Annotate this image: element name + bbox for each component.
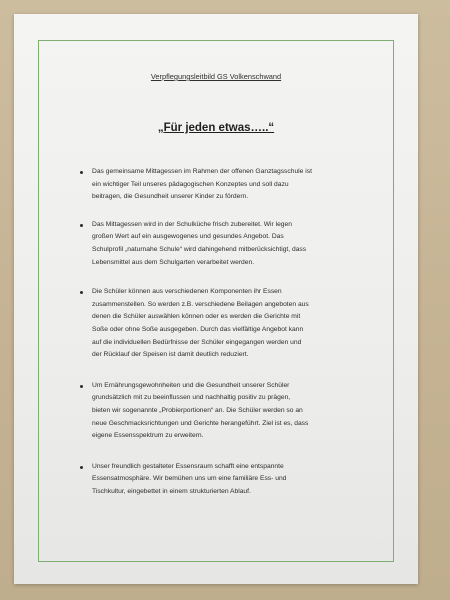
bullet-line: zusammenstellen. So werden z.B. verschiedene Beilagen angeboten aus [92,300,309,308]
bullet-line: der Rücklauf der Speisen ist damit deutlich reduziert. [92,351,249,359]
motto-heading: „Für jeden etwas…..“ [157,122,275,134]
bullet-line: eigene Essensspektrum zu erweitern. [92,432,204,440]
bullet-line: Um Ernährungsgewohnheiten und die Gesundheit unserer Schüler [92,381,290,389]
bullet-line: grundsätzlich mit zu beeinflussen und nachhaltig positiv zu prägen, [92,394,291,402]
paper-sheet [14,14,418,584]
bullet-line: denen die Schüler auswählen können oder es werden die Gerichte mit [92,313,301,321]
bullet-line: Schulprofil „naturnahe Schule“ wird dahingehend mitberücksichtigt, dass [92,245,307,253]
bullet-line: Lebensmittel aus dem Schulgarten verarbeitet werden. [92,258,255,266]
bullet-line: Das gemeinsame Mittagessen im Rahmen der offenen Ganztagsschule ist [92,168,312,175]
bullet-line: großen Wert auf ein ausgewogenes und gesundes Angebot. Das [92,233,284,241]
bullet-line: neue Geschmacksrichtungen und Gerichte herangeführt. Ziel ist es, dass [92,419,309,427]
bullet-list [80,166,400,498]
bullet-item [80,461,400,499]
bullet-line: Soße oder ohne Soße ausgegeben. Durch das vielfältige Angebot kann [92,325,304,333]
bullet-line: Essensatmosphäre. Wir bemühen uns um eine familiäre Ess- und [92,475,287,483]
bullet-item [80,380,400,443]
bullet-line: bieten wir sogenannte „Probierportionen“ an. Die Schüler werden so an [92,406,303,414]
bullet-line: Das Mittagessen wird in der Schulküche frisch zubereitet. Wir legen [92,220,292,228]
bullet-line: auf die individuellen Bedürfnisse der Schüler eingegangen werden und [92,338,302,346]
bullet-dot-icon [80,466,83,469]
bullet-item [80,166,400,204]
document-title: Verpflegungsleitbild GS Volkenschwand [150,72,282,81]
bullet-line: Die Schüler können aus verschiedenen Komponenten ihr Essen [92,288,282,296]
bullet-dot-icon [80,171,83,174]
bullet-item [80,286,400,362]
bullet-line: beitragen, die Gesundheit unserer Kinder zu fördern. [92,193,249,201]
bullet-line: Tischkultur, eingebettet in einem strukturierten Ablauf. [92,487,251,495]
bullet-line: Unser freundlich gestalteter Essensraum schafft eine entspannte [92,462,284,470]
bullet-item [80,219,400,269]
bullet-dot-icon [80,291,83,294]
bullet-dot-icon [80,385,83,388]
bullet-dot-icon [80,224,83,227]
bullet-line: ein wichtiger Teil unseres pädagogischen Konzeptes und soll dazu [92,180,289,188]
